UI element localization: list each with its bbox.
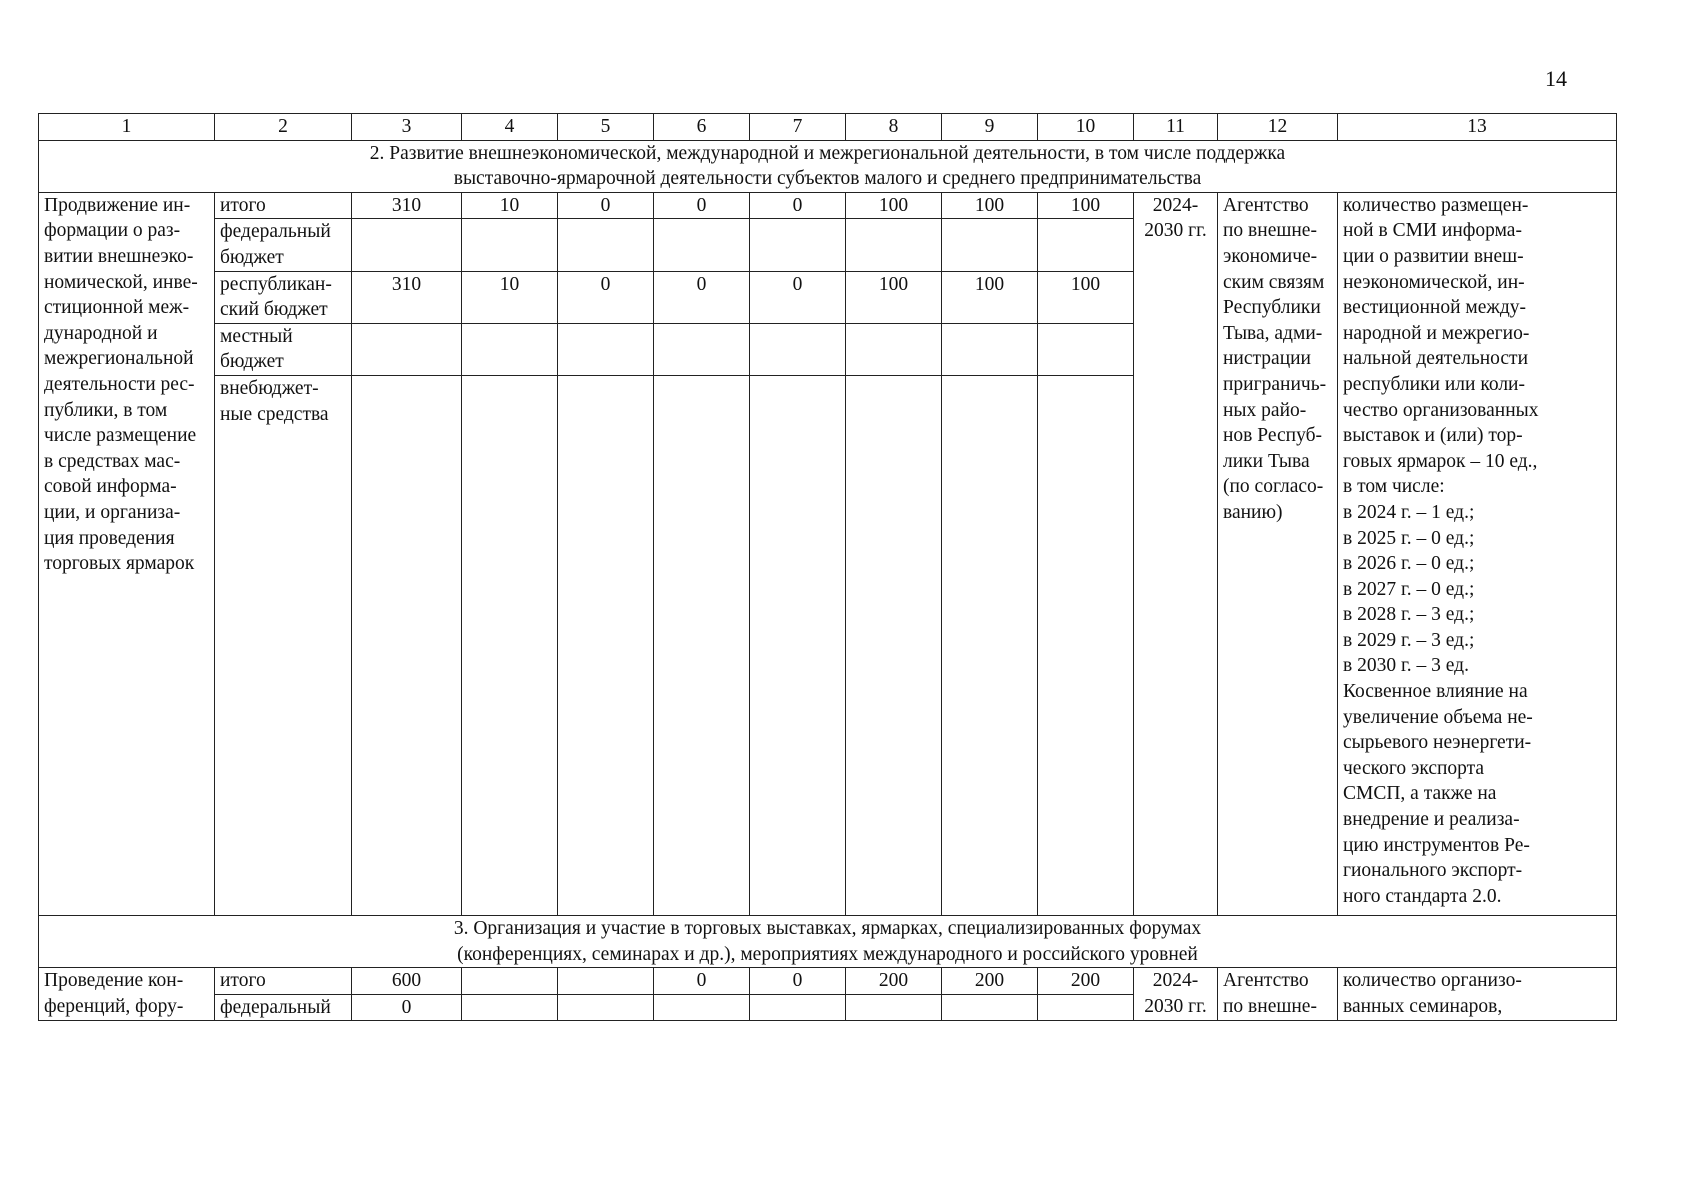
column-number: 13	[1338, 114, 1617, 141]
value-cell	[462, 323, 558, 375]
value-cell	[1038, 323, 1134, 375]
table-row	[39, 968, 1617, 995]
value-cell: 600	[352, 968, 462, 995]
column-number: 11	[1134, 114, 1218, 141]
funding-source: итого	[215, 192, 352, 219]
value-cell: 200	[846, 968, 942, 995]
activity-name: Продвижение ин- формации о раз- витии внешнеэко- номической, инве- стиционной меж- дународной и межрегиональной деятельности рес- публики, в том числе размещение в средствах мас- совой информа- ции, и организа- ция проведения торговых ярмарок	[39, 192, 215, 915]
value-cell: 0	[750, 271, 846, 323]
table-row	[39, 192, 1617, 219]
implementation-period: 2024- 2030 гг.	[1134, 968, 1218, 1021]
column-number: 6	[654, 114, 750, 141]
value-cell: 0	[654, 271, 750, 323]
funding-source: федеральный бюджет	[215, 219, 352, 271]
value-cell: 100	[846, 271, 942, 323]
value-cell: 100	[846, 192, 942, 219]
value-cell	[558, 968, 654, 995]
value-cell	[942, 994, 1038, 1021]
column-number: 3	[352, 114, 462, 141]
value-cell	[462, 375, 558, 915]
value-cell: 0	[558, 192, 654, 219]
value-cell	[352, 323, 462, 375]
section-title-row	[39, 915, 1617, 967]
page-number: 14	[1545, 66, 1567, 91]
activity-name: Проведение кон- ференций, фору-	[39, 968, 215, 1021]
section-3-title: 3. Организация и участие в торговых выставках, ярмарках, специализированных форумах (конференциях, семинарах и др.), мероприятиях международного и российского уровней	[39, 915, 1617, 967]
value-cell	[462, 994, 558, 1021]
column-number: 8	[846, 114, 942, 141]
value-cell: 10	[462, 271, 558, 323]
value-cell	[750, 375, 846, 915]
column-number: 9	[942, 114, 1038, 141]
expected-result: количество организо- ванных семинаров,	[1338, 968, 1617, 1021]
value-cell: 100	[942, 271, 1038, 323]
value-cell	[654, 219, 750, 271]
value-cell	[1038, 994, 1134, 1021]
column-number: 4	[462, 114, 558, 141]
program-table	[38, 113, 1617, 1021]
value-cell	[846, 323, 942, 375]
value-cell	[558, 323, 654, 375]
column-number: 7	[750, 114, 846, 141]
value-cell	[750, 994, 846, 1021]
implementation-period: 2024- 2030 гг.	[1134, 192, 1218, 915]
value-cell: 0	[558, 271, 654, 323]
value-cell	[558, 375, 654, 915]
value-cell	[942, 219, 1038, 271]
value-cell	[846, 219, 942, 271]
funding-source: федеральный	[215, 994, 352, 1021]
funding-source: итого	[215, 968, 352, 995]
section-title-row	[39, 140, 1617, 192]
value-cell: 0	[750, 968, 846, 995]
column-number: 12	[1218, 114, 1338, 141]
column-number: 10	[1038, 114, 1134, 141]
value-cell: 200	[1038, 968, 1134, 995]
column-number-row	[39, 114, 1617, 141]
value-cell	[352, 375, 462, 915]
value-cell: 310	[352, 271, 462, 323]
value-cell	[846, 994, 942, 1021]
value-cell: 0	[654, 192, 750, 219]
value-cell	[654, 375, 750, 915]
funding-source: местный бюджет	[215, 323, 352, 375]
value-cell	[558, 994, 654, 1021]
value-cell	[462, 968, 558, 995]
value-cell: 100	[1038, 271, 1134, 323]
value-cell	[750, 323, 846, 375]
responsible-executor: Агентство по внешне-	[1218, 968, 1338, 1021]
value-cell: 10	[462, 192, 558, 219]
value-cell	[462, 219, 558, 271]
column-number: 2	[215, 114, 352, 141]
value-cell	[750, 219, 846, 271]
value-cell	[558, 219, 654, 271]
value-cell: 100	[942, 192, 1038, 219]
column-number: 5	[558, 114, 654, 141]
value-cell	[942, 323, 1038, 375]
responsible-executor: Агентство по внешне- экономиче- ским связям Республики Тыва, адми- нистрации приграничь- ных райо- нов Респуб- лики Тыва (по согласо- ванию)	[1218, 192, 1338, 915]
value-cell: 100	[1038, 192, 1134, 219]
value-cell	[942, 375, 1038, 915]
value-cell	[1038, 375, 1134, 915]
funding-source: внебюджет- ные средства	[215, 375, 352, 915]
value-cell: 0	[352, 994, 462, 1021]
value-cell	[352, 219, 462, 271]
value-cell: 0	[750, 192, 846, 219]
funding-source: республикан- ский бюджет	[215, 271, 352, 323]
expected-result: количество размещен- ной в СМИ информа- ции о развитии внеш- неэкономической, ин- вестиционной между- народной и межрегио- нальной деятельности республики или коли- чество организованных выставок и (или) тор- говых ярмарок – 10 ед., в том числе: в 2024 г. – 1 ед.; в 2025 г. – 0 ед.; в 2026 г. – 0 ед.; в 2027 г. – 0 ед.; в 2028 г. – 3 ед.; в 2029 г. – 3 ед.; в 2030 г. – 3 ед. Косвенное влияние на увеличение объема не- сырьевого неэнергети- ческого экспорта СМСП, а также на внедрение и реализа- цию инструментов Ре- гионального экспорт- ного стандарта 2.0.	[1338, 192, 1617, 915]
value-cell: 200	[942, 968, 1038, 995]
value-cell	[654, 323, 750, 375]
value-cell: 0	[654, 968, 750, 995]
column-number: 1	[39, 114, 215, 141]
section-2-title: 2. Развитие внешнеэкономической, международной и межрегиональной деятельности, в том числе поддержка выставочно-ярмарочной деятельности субъектов малого и среднего предпринимательства	[39, 140, 1617, 192]
value-cell: 310	[352, 192, 462, 219]
value-cell	[1038, 219, 1134, 271]
value-cell	[654, 994, 750, 1021]
value-cell	[846, 375, 942, 915]
